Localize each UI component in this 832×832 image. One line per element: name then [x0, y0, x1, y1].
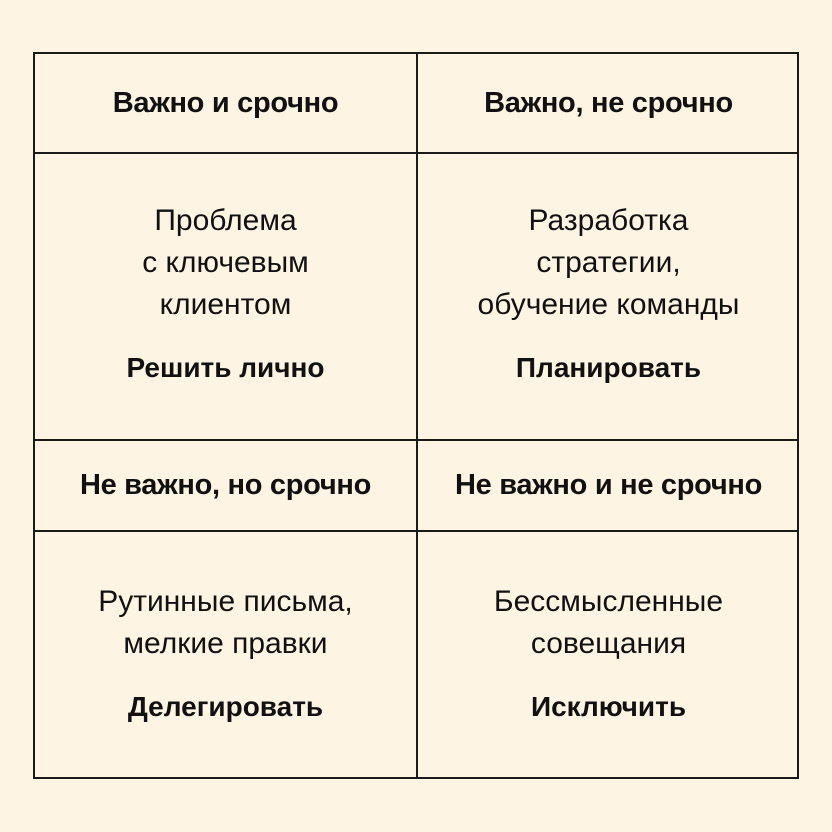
quadrant-important-urgent-header [35, 54, 416, 152]
quadrant-header-label: Не важно, но срочно [79, 469, 372, 501]
quadrant-action: Решить лично [126, 351, 325, 383]
quadrant-important-not-urgent-header [418, 54, 799, 152]
quadrant-not-important-not-urgent-header [418, 441, 799, 530]
quadrant-not-important-urgent-body [35, 532, 416, 779]
quadrant-not-important-not-urgent-body [418, 532, 799, 779]
quadrant-header-label: Важно и срочно [112, 86, 339, 119]
quadrant-description: Рутинные письма, мелкие правки [98, 584, 353, 660]
quadrant-important-urgent-body [35, 154, 416, 439]
quadrant-description: Проблема с ключевым клиентом [142, 203, 309, 321]
quadrant-description: Разработка стратегии, обучение команды [477, 203, 740, 321]
eisenhower-matrix [33, 52, 799, 779]
quadrant-header-label: Не важно и не срочно [454, 469, 763, 501]
quadrant-not-important-urgent-header [35, 441, 416, 530]
quadrant-description: Бессмысленные совещания [493, 584, 724, 660]
quadrant-header-label: Важно, не срочно [484, 86, 733, 119]
quadrant-important-not-urgent-body [418, 154, 799, 439]
quadrant-action: Планировать [515, 351, 702, 383]
quadrant-action: Делегировать [127, 690, 324, 722]
quadrant-action: Исключить [530, 690, 687, 722]
